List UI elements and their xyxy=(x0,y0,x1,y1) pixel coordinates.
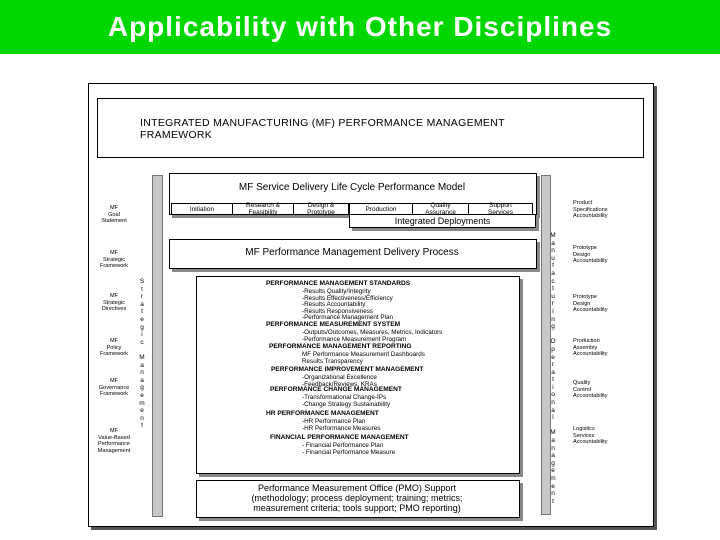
section-heading: PERFORMANCE IMPROVEMENT MANAGEMENT xyxy=(271,366,424,373)
section-item: MF Performance Measurement Dashboards xyxy=(302,351,425,358)
section-item: -Results Quality/Integrity xyxy=(302,288,371,295)
section-heading: PERFORMANCE CHANGE MANAGEMENT xyxy=(270,386,402,393)
vertical-letter: t xyxy=(552,376,554,384)
right-label-line: Accountability xyxy=(573,307,608,314)
section-item: -HR Performance Measures xyxy=(302,424,381,432)
left-label-line: Framework xyxy=(100,391,128,398)
left-label-line: Framework xyxy=(100,263,128,270)
vertical-letter: n xyxy=(140,369,144,377)
vertical-letter: t xyxy=(552,285,554,293)
left-label-line: MF xyxy=(109,428,119,434)
lifecycle-stage-label: Services xyxy=(488,209,513,216)
vertical-letter: a xyxy=(140,300,144,308)
section-item: -Performance Measurement Program xyxy=(302,335,407,343)
right-label-line: Specifications xyxy=(573,206,608,213)
left-label xyxy=(92,428,136,454)
vertical-letter: M xyxy=(550,429,556,437)
vertical-letter: e xyxy=(551,482,555,490)
vertical-letter: i xyxy=(552,383,554,391)
vertical-letter: e xyxy=(140,407,144,415)
section-item: -Performance Management Plan xyxy=(302,314,394,322)
right-label-line: Accountability xyxy=(573,258,608,265)
vertical-letter: r xyxy=(140,293,144,301)
section-item: Results Transparency xyxy=(302,357,363,365)
vertical-letter: t xyxy=(141,308,143,316)
vertical-letter: m xyxy=(139,399,145,407)
right-label-line: Assembly xyxy=(573,344,598,351)
vertical-letter: t xyxy=(552,497,554,505)
framework-title-line: INTEGRATED MANUFACTURING (MF) PERFORMANCE MANAGEMENT xyxy=(140,117,505,129)
pmo-line: measurement criteria; tools support; PMO reporting) xyxy=(253,503,461,513)
left-label-line: Value-Based xyxy=(98,434,130,441)
section-item: -Transformational Change-IPs xyxy=(302,394,387,401)
right-label-line: Product xyxy=(573,200,593,206)
vertical-letter: O xyxy=(550,338,556,346)
left-label-line: Goal xyxy=(108,211,120,218)
left-label-line: MF xyxy=(109,250,119,256)
right-label-line: Control xyxy=(573,386,592,393)
right-label-line: Production xyxy=(573,338,600,344)
left-label-line: Framework xyxy=(100,351,128,358)
vertical-letter xyxy=(135,346,149,354)
lifecycle-stage xyxy=(293,203,349,215)
section-item: - Financial Performance Measure xyxy=(302,448,396,456)
vertical-letter: n xyxy=(551,315,555,323)
vertical-letter: n xyxy=(551,399,555,407)
right-label xyxy=(573,338,637,358)
right-label-line: Design xyxy=(573,251,591,258)
section-item: - Financial Performance Plan xyxy=(302,442,384,449)
vertical-letter: M xyxy=(550,232,556,239)
vertical-letter: r xyxy=(551,300,555,308)
vertical-letter: f xyxy=(552,262,554,270)
right-label xyxy=(573,200,637,220)
vertical-letter: g xyxy=(551,459,555,467)
lifecycle-stage xyxy=(171,203,233,215)
delivery-process-title: MF Performance Management Delivery Process xyxy=(245,247,459,258)
lifecycle-stage xyxy=(412,203,469,215)
left-label-line: MF xyxy=(109,293,119,299)
left-label-line: Performance xyxy=(97,441,131,448)
vertical-letter: t xyxy=(141,285,143,293)
left-label-line: Management xyxy=(97,447,131,454)
integrated-deployments: Integrated Deployments xyxy=(349,214,536,228)
section-item: -Results Accountability xyxy=(302,301,366,309)
section-item: -Change Strategy Sustainability xyxy=(302,400,391,408)
lifecycle-stage-label: Prototype xyxy=(307,209,335,216)
vertical-letter: n xyxy=(551,444,555,452)
vertical-letter: c xyxy=(140,338,144,346)
vertical-letter: S xyxy=(139,278,145,285)
lifecycle-model-title: MF Service Delivery Life Cycle Performance Model xyxy=(238,182,466,193)
framework-title-line: FRAMEWORK xyxy=(140,129,213,141)
vertical-letter: u xyxy=(551,254,555,262)
left-label xyxy=(92,250,136,270)
left-label-line: Governance xyxy=(98,384,130,391)
right-label-line: Accountability xyxy=(573,213,608,220)
vertical-letter xyxy=(546,331,560,339)
lifecycle-stage xyxy=(468,203,533,215)
lifecycle-stage-label: Assurance xyxy=(425,209,456,216)
lifecycle-stage-label: Initiation xyxy=(189,205,215,213)
left-label-line: Strategic xyxy=(102,256,126,263)
right-label xyxy=(573,380,637,400)
strategic-management-label xyxy=(135,278,149,430)
pmo-line: (methodology; process deployment; training; metrics; xyxy=(251,493,463,503)
vertical-letter: a xyxy=(551,437,555,445)
slide-title: Applicability with Other Disciplines xyxy=(107,11,613,42)
vertical-letter: n xyxy=(551,247,555,255)
vertical-letter: n xyxy=(140,414,144,422)
left-label-line: MF xyxy=(109,338,119,344)
left-label xyxy=(92,293,136,313)
right-label-line: Quality xyxy=(573,380,591,386)
strategic-management-bar xyxy=(152,175,163,517)
vertical-letter: g xyxy=(140,323,144,331)
vertical-letter xyxy=(546,422,560,430)
lifecycle-stage xyxy=(349,203,413,215)
right-label xyxy=(573,294,637,314)
vertical-letter: u xyxy=(551,292,555,300)
left-label xyxy=(92,378,136,398)
vertical-letter: g xyxy=(140,384,144,392)
vertical-letter: a xyxy=(140,376,144,384)
left-label-line: MF xyxy=(109,205,119,211)
vertical-letter: a xyxy=(140,361,144,369)
section-item: -Results Effectiveness/Efficiency xyxy=(302,294,393,302)
right-label-line: Accountability xyxy=(573,351,608,358)
vertical-letter: M xyxy=(139,353,145,361)
vertical-letter: e xyxy=(140,315,144,323)
section-heading: PERFORMANCE MANAGEMENT REPORTING xyxy=(269,343,412,350)
right-label-line: Services xyxy=(573,432,595,439)
lifecycle-stage-label: Feasibility xyxy=(248,209,278,216)
section-heading: FINANCIAL PERFORMANCE MANAGEMENT xyxy=(270,434,409,441)
section-item: -Outputs/Outcomes, Measures, Metrics, Indicators xyxy=(302,329,443,336)
vertical-letter: r xyxy=(551,361,555,369)
vertical-letter: n xyxy=(551,490,555,498)
lifecycle-stage-label: Design & xyxy=(307,202,335,209)
vertical-letter: a xyxy=(551,239,555,247)
section-item: -Feedback/Reviews, KRAs xyxy=(302,380,377,388)
left-label-line: MF xyxy=(109,378,119,384)
pmo-line: Performance Measurement Office (PMO) Support xyxy=(258,483,456,493)
framework-title xyxy=(140,117,570,141)
section-heading: HR PERFORMANCE MANAGEMENT xyxy=(266,410,379,417)
vertical-letter: a xyxy=(551,452,555,460)
vertical-letter: e xyxy=(551,467,555,475)
vertical-letter: p xyxy=(551,345,555,353)
right-label xyxy=(573,245,637,265)
vertical-letter: a xyxy=(551,406,555,414)
vertical-letter: m xyxy=(550,475,556,482)
right-label-line: Accountability xyxy=(573,439,608,446)
left-label-line: Strategic xyxy=(102,299,126,306)
vertical-letter: e xyxy=(551,353,555,361)
vertical-letter: l xyxy=(552,414,554,422)
vertical-letter: o xyxy=(551,391,555,399)
vertical-letter: c xyxy=(551,277,555,285)
lifecycle-stage-label: Quality xyxy=(430,202,451,209)
section-item: -Organizational Excellence xyxy=(302,374,377,381)
right-label-line: Prototype xyxy=(573,245,597,251)
section-heading: PERFORMANCE MEASUREMENT SYSTEM xyxy=(266,321,401,328)
right-label-line: Logistics xyxy=(573,426,595,432)
vertical-letter: g xyxy=(551,323,555,331)
vertical-letter: a xyxy=(551,368,555,376)
left-label xyxy=(92,205,136,225)
vertical-letter: i xyxy=(141,331,143,339)
left-label-line: Directives xyxy=(101,306,127,313)
section-item: -HR Performance Plan xyxy=(302,418,366,425)
left-label-line: Statement xyxy=(101,218,127,225)
right-label xyxy=(573,426,637,446)
lifecycle-stage-label: Production xyxy=(365,205,397,213)
right-label-line: Design xyxy=(573,300,591,307)
left-label xyxy=(92,338,136,358)
lifecycle-stage-label: Support xyxy=(489,202,512,209)
section-heading: PERFORMANCE MANAGEMENT STANDARDS xyxy=(266,280,411,287)
lifecycle-stage-label: Research & xyxy=(246,202,280,209)
left-label-line: Policy xyxy=(106,344,122,351)
vertical-letter: e xyxy=(140,391,144,399)
right-label-line: Prototype xyxy=(573,294,597,300)
vertical-letter: a xyxy=(551,269,555,277)
vertical-letter: t xyxy=(141,422,143,430)
right-label-line: Accountability xyxy=(573,393,608,400)
vertical-letter: i xyxy=(552,307,554,315)
lifecycle-stage xyxy=(232,203,294,215)
section-item: -Results Responsiveness xyxy=(302,307,374,315)
operational-management-label xyxy=(546,232,560,505)
